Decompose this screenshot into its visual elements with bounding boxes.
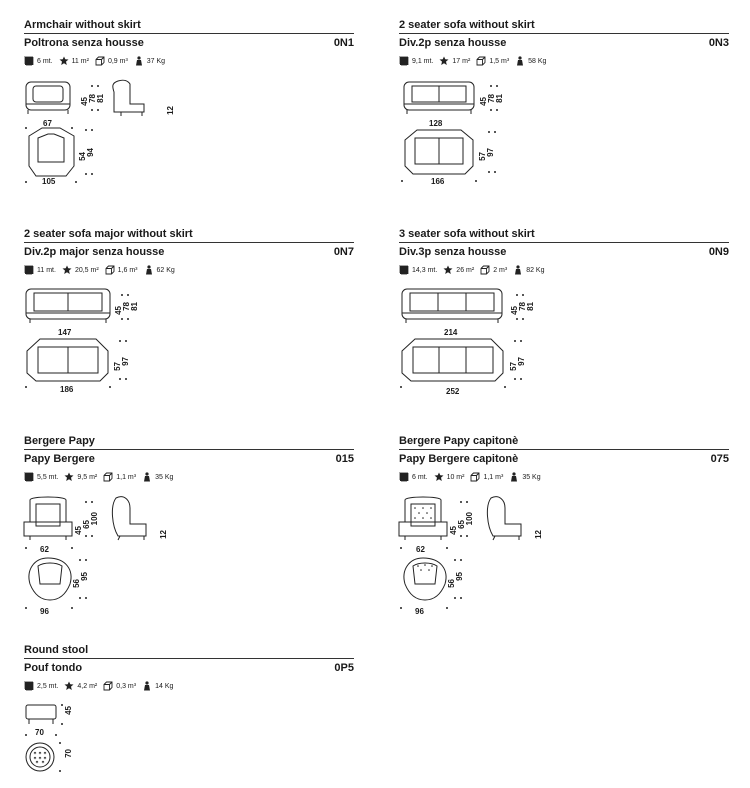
dim-height: 45: [64, 706, 73, 715]
spec-row: 6 mt. 11 m² 0,9 m³ 37 Kg: [24, 55, 354, 67]
bergere-capitone-drawing: [399, 494, 559, 616]
dim-diag: 186: [60, 385, 74, 394]
dim-depth-seat: 57: [113, 362, 122, 371]
dim-leg: 12: [159, 530, 168, 539]
volume-icon: [95, 56, 105, 66]
product-title-it: Papy Bergere 015: [24, 453, 354, 465]
product-title-en: Armchair without skirt: [24, 18, 354, 34]
dim-height: 81: [96, 94, 105, 103]
weight-icon: [142, 681, 152, 691]
dim-width: 67: [43, 119, 52, 128]
fabric-meters-icon: [24, 265, 34, 275]
dim-width: 62: [40, 545, 49, 554]
dim-depth: 97: [121, 357, 130, 366]
dim-width: 128: [429, 119, 443, 128]
dim-depth: 97: [517, 357, 526, 366]
fabric-meters-icon: [24, 472, 34, 482]
dim-depth: 97: [486, 148, 495, 157]
weight-icon: [144, 265, 154, 275]
product-title-en: 3 seater sofa without skirt: [399, 227, 729, 243]
dim-width: 214: [444, 328, 458, 337]
dim-height-seat: 45: [479, 97, 488, 106]
dim-depth-seat: 54: [78, 152, 87, 161]
spec-row: 6 mt. 10 m² 1,1 m³ 35 Kg: [399, 471, 729, 483]
product-code: 0N1: [333, 37, 354, 49]
dim-diam: 70: [64, 749, 73, 758]
dim-height: 100: [90, 512, 99, 526]
leather-area-icon: [439, 56, 449, 66]
weight-icon: [513, 265, 523, 275]
leather-area-icon: [64, 681, 74, 691]
dim-width: 147: [58, 328, 72, 337]
fabric-meters-icon: [24, 681, 34, 691]
product-title-it: Papy Bergere capitonè 075: [399, 453, 729, 465]
dim-height: 81: [495, 94, 504, 103]
weight-icon: [509, 472, 519, 482]
product-3-seater: [399, 227, 729, 276]
product-title-en: Bergere Papy: [24, 434, 354, 450]
volume-icon: [470, 472, 480, 482]
dim-leg: 12: [534, 530, 543, 539]
spec-row: 9,1 mt. 17 m² 1,5 m³ 58 Kg: [399, 55, 729, 67]
dim-depth-seat: 56: [447, 579, 456, 588]
product-code: 0N9: [708, 246, 729, 258]
product-code: 0N3: [708, 37, 729, 49]
spec-row: 14,3 mt. 26 m² 2 m³ 82 Kg: [399, 264, 729, 276]
volume-icon: [103, 681, 113, 691]
weight-icon: [134, 56, 144, 66]
product-code: 0N7: [333, 246, 354, 258]
bergere-drawing: [24, 494, 184, 616]
fabric-meters-icon: [399, 56, 409, 66]
product-bergere-papy-capitone: [399, 434, 729, 483]
fabric-meters-icon: [399, 265, 409, 275]
product-armchair: [24, 18, 354, 67]
dim-depth: 95: [455, 572, 464, 581]
product-title-en: 2 seater sofa without skirt: [399, 18, 729, 34]
dim-diag: 105: [42, 177, 56, 186]
spec-row: 2,5 mt. 4,2 m² 0,3 m³ 14 Kg: [24, 680, 354, 692]
product-2-seater: [399, 18, 729, 67]
product-title-en: Bergere Papy capitonè: [399, 434, 729, 450]
dim-depth: 95: [80, 572, 89, 581]
dim-depth-seat: 57: [509, 362, 518, 371]
fabric-meters-icon: [399, 472, 409, 482]
product-title-it: Div.2p senza housse 0N3: [399, 37, 729, 49]
spec-row: 5,5 mt. 9,5 m² 1,1 m³ 35 Kg: [24, 471, 354, 483]
leather-area-icon: [443, 265, 453, 275]
product-title-it: Div.2p major senza housse 0N7: [24, 246, 354, 258]
product-bergere-papy: [24, 434, 354, 483]
fabric-meters-icon: [24, 56, 34, 66]
product-2-seater-major: [24, 227, 354, 276]
dim-height-arm: 65: [82, 520, 91, 529]
dim-diag: 96: [415, 607, 424, 616]
dim-height-seat: 45: [449, 526, 458, 535]
spec-row: 11 mt. 20,5 m² 1,6 m³ 62 Kg: [24, 264, 354, 276]
weight-icon: [515, 56, 525, 66]
dim-height-arm: 78: [122, 302, 131, 311]
dim-height-arm: 78: [88, 94, 97, 103]
dim-depth: 94: [86, 148, 95, 157]
leather-area-icon: [64, 472, 74, 482]
volume-icon: [476, 56, 486, 66]
dim-diag: 96: [40, 607, 49, 616]
product-title-en: 2 seater sofa major without skirt: [24, 227, 354, 243]
dim-height-seat: 45: [74, 526, 83, 535]
weight-icon: [142, 472, 152, 482]
volume-icon: [103, 472, 113, 482]
leather-area-icon: [62, 265, 72, 275]
dim-diag: 166: [431, 177, 445, 186]
dim-depth-seat: 57: [478, 152, 487, 161]
leather-area-icon: [59, 56, 69, 66]
leather-area-icon: [434, 472, 444, 482]
dim-depth-seat: 56: [72, 579, 81, 588]
product-code: 075: [710, 453, 729, 465]
dim-height-seat: 45: [114, 306, 123, 315]
product-code: 0P5: [334, 662, 354, 674]
product-code: 015: [335, 453, 354, 465]
dim-diag: 252: [446, 387, 460, 396]
product-title-en: Round stool: [24, 643, 354, 659]
volume-icon: [480, 265, 490, 275]
product-round-stool: [24, 643, 354, 692]
dim-height: 100: [465, 512, 474, 526]
dim-height-arm: 65: [457, 520, 466, 529]
dim-leg: 12: [166, 106, 175, 115]
dim-height-seat: 45: [510, 306, 519, 315]
dim-height-arm: 78: [518, 302, 527, 311]
dim-height: 81: [526, 302, 535, 311]
dim-width: 62: [416, 545, 425, 554]
stool-drawing: [24, 703, 84, 783]
product-title-it: Pouf tondo 0P5: [24, 662, 354, 674]
dim-height-seat: 45: [80, 97, 89, 106]
dim-height: 81: [130, 302, 139, 311]
volume-icon: [105, 265, 115, 275]
dim-height-arm: 78: [487, 94, 496, 103]
product-title-it: Div.3p senza housse 0N9: [399, 246, 729, 258]
product-title-it: Poltrona senza housse 0N1: [24, 37, 354, 49]
dim-width: 70: [35, 728, 44, 737]
